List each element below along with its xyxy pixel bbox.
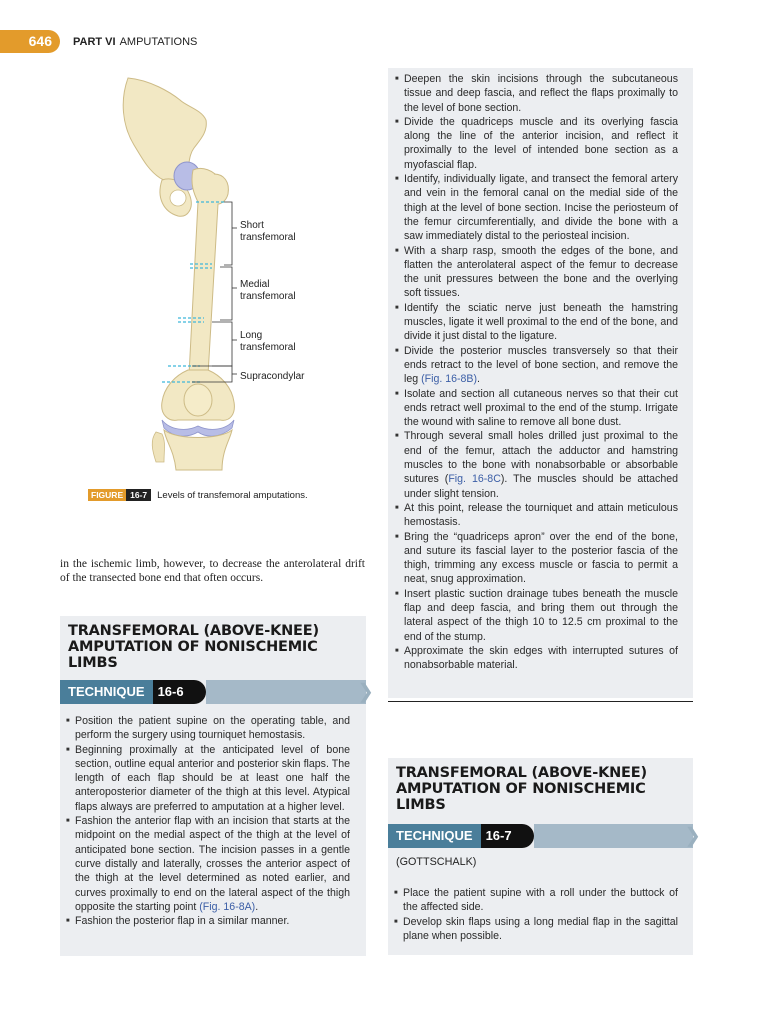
section-divider [388,701,693,702]
label-medial-transfemoral: Medial transfemoral [240,279,296,302]
list-item: ■ Fashion the anterior flap with an incision that starts at the midpoint on the medial aspect of the thigh at the level of anticipated bone section. The incision passes in a gentle curve distally and laterally, crosses the anterior aspect of the thigh at the level determined as noted earlier, and curves proximally to end on the lateral aspect of the thigh opposite the starting point (Fig. 16-8A). [66,814,350,914]
label-long-transfemoral: Long transfemoral [240,330,296,353]
list-item: ■ Place the patient supine with a roll under the buttock of the affected side. [394,886,678,915]
list-item: ■ Identify the sciatic nerve just beneath the hamstring muscles, ligate it well proximal to the end of the bone, and divide it just distal to the ligature. [395,301,678,344]
list-item: ■ Divide the posterior muscles transversely so that their ends retract to the level of bone section, and remove the leg (Fig. 16-8B). [395,344,678,387]
chevron-right-icon: ❯ [684,825,701,847]
technique-bar-16-6 [60,680,374,704]
part-title: AMPUTATIONS [119,36,198,48]
list-item: ■ Isolate and section all cutaneous nerves so that their cut ends retract well proximal to the end of the stump. Irrigate the wound with saline to remove all bone dust. [395,387,678,430]
list-item: ■ Divide the quadriceps muscle and its overlying fascia along the line of the anterior incision, and reflect it proximally to the level of intended bone section as a myofascial flap. [395,115,678,172]
list-item: ■ Identify, individually ligate, and transect the femoral artery and vein in the femoral canal on the medial side of the thigh at the level of bone section. Incise the periosteum of the femur circumferentially, and divide the bone with a saw immediately distal to the periosteal incision. [395,172,678,243]
part-label: PART VI [73,36,116,48]
technique-16-6-continued-panel [388,68,693,698]
steps-16-6-continued [395,72,678,672]
figure-link-16-8b[interactable]: (Fig. 16-8B) [421,373,478,386]
chevron-right-icon: ❯ [357,681,374,703]
list-item: ■ Insert plastic suction drainage tubes beneath the muscle flap and deep fascia, and bring them out through the lateral aspect of the thigh 10 to 12.5 cm proximal to the end of the stump. [395,587,678,644]
figure-caption [88,489,308,501]
figure-femur-amputation-levels [90,70,380,475]
caption-figure-number: 16-7 [126,489,151,501]
list-item: ■ Approximate the skin edges with interrupted sutures of nonabsorbable material. [395,644,678,673]
list-item: ■ Bring the “quadriceps apron” over the end of the bone, and suture its fascial layer to the posterior fascia of the thigh, trimming any excess muscle or fascia to permit a neat, snug approximation. [395,530,678,587]
section-title-16-6: TRANSFEMORAL (ABOVE-KNEE) AMPUTATION OF NONISCHEMIC LIMBS [68,623,319,671]
label-short-transfemoral: Short transfemoral [240,220,296,243]
technique-bar-16-7 [388,824,701,848]
list-item: ■ Beginning proximally at the anticipated level of bone section, outline equal anterior and posterior skin flaps. The length of each flap should be at least one half the anteroposterior diameter of the thigh at this level. Atypical flaps always are preferred to amputation at a higher level. [66,743,350,814]
list-item: ■ At this point, release the tourniquet and attain meticulous hemostasis. [395,501,678,530]
list-item: ■ Through several small holes drilled just proximal to the end of the femur, attach the adductor and hamstring muscles to the bone with nonabsorbable or absorbable sutures (Fig. 16-8C). The muscles should be attached under slight tension. [395,429,678,500]
list-item: ■ With a sharp rasp, smooth the edges of the bone, and flatten the anterolateral aspect of the femur to decrease the unit pressures between the bone and the overlying soft tissues. [395,244,678,301]
section-title-16-7: TRANSFEMORAL (ABOVE-KNEE) AMPUTATION OF NONISCHEMIC LIMBS [396,765,647,813]
list-item: ■ Position the patient supine on the operating table, and perform the surgery using tourniquet hemostasis. [66,714,350,743]
technique-subtitle: (GOTTSCHALK) [396,856,477,868]
body-paragraph: in the ischemic limb, however, to decrease the anterolateral drift of the transected bone end that often occurs. [60,558,365,584]
technique-16-6-panel [60,616,374,956]
caption-figure-tag: FIGURE [88,489,126,501]
page-number: 646 [0,30,60,53]
technique-label: TECHNIQUE [388,824,481,848]
steps-16-6 [66,714,350,928]
technique-number: 16-7 [481,824,534,848]
list-item: ■ Develop skin flaps using a long medial flap in the sagittal plane when possible. [394,915,678,944]
figure-link-16-8c[interactable]: Fig. 16-8C [448,473,501,486]
label-supracondylar: Supracondylar [240,371,305,382]
femur-illustration [90,70,380,475]
running-head [73,36,197,48]
list-item: ■ Fashion the posterior flap in a similar manner. [66,914,350,928]
technique-label: TECHNIQUE [60,680,153,704]
caption-text: Levels of transfemoral amputations. [157,489,308,501]
figure-link-16-8a[interactable]: (Fig. 16-8A) [199,900,256,913]
list-item: ■ Deepen the skin incisions through the subcutaneous tissue and deep fascia, and reflect the flaps proximally to the level of bone section. [395,72,678,115]
steps-16-7 [394,886,678,943]
technique-number: 16-6 [153,680,206,704]
